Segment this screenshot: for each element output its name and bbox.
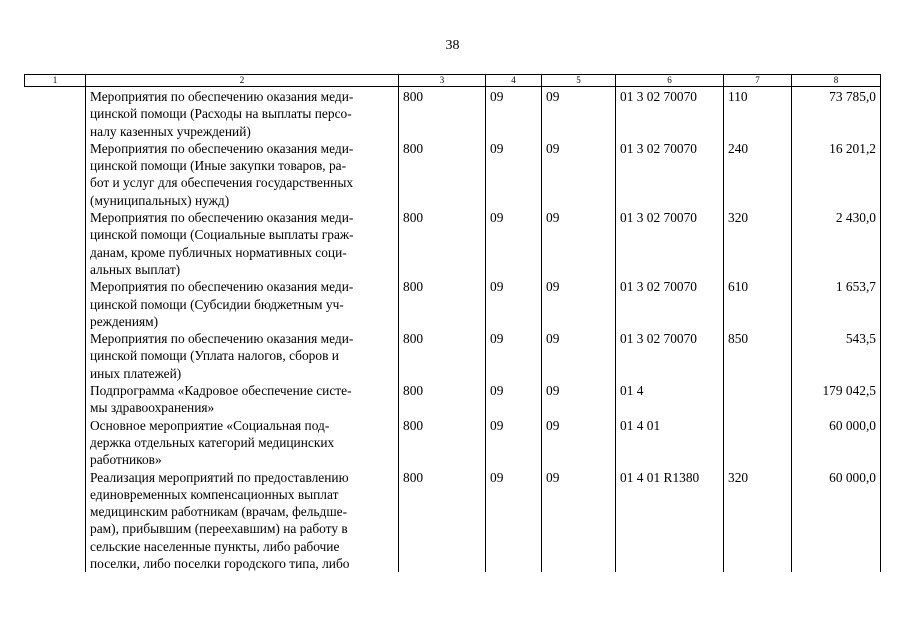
subsection-cell: 09	[542, 417, 616, 469]
header-cell-4: 4	[486, 75, 542, 87]
row-name-line: иных платежей)	[90, 365, 182, 381]
amount-cell: 60 000,0	[792, 469, 881, 573]
ministry-code-cell: 800	[399, 382, 486, 417]
section-cell: 09	[486, 417, 542, 469]
row-number-cell	[25, 417, 86, 469]
row-name-line: Мероприятия по обеспечению оказания меди-	[90, 89, 354, 104]
page-number: 38	[445, 38, 460, 53]
row-name-line: Подпрограмма «Кадровое обеспечение систе-	[90, 383, 352, 399]
table-row	[25, 87, 881, 140]
row-name-cell	[86, 140, 399, 209]
table-row	[25, 140, 881, 209]
expense-type-cell: 110	[724, 87, 792, 140]
subsection-cell: 09	[542, 87, 616, 140]
header-cell-3: 3	[399, 75, 486, 87]
row-name-line: мы здравоохранения»	[90, 400, 215, 416]
amount-cell: 2 430,0	[792, 209, 881, 278]
expense-type-cell: 240	[724, 140, 792, 209]
row-name-line: Мероприятия по обеспечению оказания меди-	[90, 140, 354, 156]
row-name-line: медицинским работникам (врачам, фельдше-	[90, 504, 348, 520]
subsection-cell: 09	[542, 382, 616, 417]
row-name-line: Мероприятия по обеспечению оказания меди-	[90, 331, 354, 347]
row-number-cell	[25, 382, 86, 417]
ministry-code-cell: 800	[399, 330, 486, 382]
row-name-line: цинской помощи (Социальные выплаты граж-	[90, 227, 354, 243]
row-name-line: Основное мероприятие «Социальная под-	[90, 417, 330, 433]
expense-type-cell	[724, 382, 792, 417]
budget-table	[24, 74, 881, 572]
row-name-cell	[86, 278, 399, 330]
row-name-line: бот и услуг для обеспечения государственных	[90, 175, 354, 191]
target-article-cell: 01 3 02 70070	[616, 330, 724, 382]
row-number-cell	[25, 140, 86, 209]
subsection-cell: 09	[542, 278, 616, 330]
ministry-code-cell: 800	[399, 417, 486, 469]
ministry-code-cell: 800	[399, 469, 486, 573]
row-name-line: альных выплат)	[90, 261, 181, 277]
section-cell: 09	[486, 382, 542, 417]
header-cell-6: 6	[616, 75, 724, 87]
row-name-line: Реализация мероприятий по предоставлению	[90, 469, 349, 485]
row-name-line: реждениям)	[90, 313, 159, 329]
amount-cell: 16 201,2	[792, 140, 881, 209]
header-cell-2: 2	[86, 75, 399, 87]
table-row	[25, 469, 881, 573]
header-cell-8: 8	[792, 75, 881, 87]
target-article-cell: 01 4 01 R1380	[616, 469, 724, 573]
row-name-line: (муниципальных) нужд)	[90, 192, 230, 208]
ministry-code-cell: 800	[399, 140, 486, 209]
row-name-cell	[86, 382, 399, 417]
row-name-line: Мероприятия по обеспечению оказания меди-	[90, 279, 354, 295]
row-name-cell	[86, 209, 399, 278]
expense-type-cell: 320	[724, 209, 792, 278]
ministry-code-cell: 800	[399, 209, 486, 278]
amount-cell: 73 785,0	[792, 87, 881, 140]
table-row	[25, 417, 881, 469]
section-cell: 09	[486, 278, 542, 330]
header-cell-1: 1	[25, 75, 86, 87]
section-cell: 09	[486, 469, 542, 573]
table-row	[25, 209, 881, 278]
target-article-cell: 01 3 02 70070	[616, 140, 724, 209]
row-name-line: работников»	[90, 452, 162, 468]
amount-cell: 179 042,5	[792, 382, 881, 417]
row-name-line: цинской помощи (Субсидии бюджетным уч-	[90, 296, 344, 312]
header-cell-7: 7	[724, 75, 792, 87]
amount-cell: 543,5	[792, 330, 881, 382]
subsection-cell: 09	[542, 330, 616, 382]
row-name-line: цинской помощи (Уплата налогов, сборов и	[90, 348, 339, 364]
table-row	[25, 278, 881, 330]
expense-type-cell: 320	[724, 469, 792, 573]
table-row	[25, 330, 881, 382]
section-cell: 09	[486, 140, 542, 209]
amount-cell: 1 653,7	[792, 278, 881, 330]
row-number-cell	[25, 330, 86, 382]
row-name-cell	[86, 87, 399, 140]
expense-type-cell	[724, 417, 792, 469]
section-cell: 09	[486, 330, 542, 382]
row-name-cell	[86, 330, 399, 382]
target-article-cell: 01 3 02 70070	[616, 209, 724, 278]
row-name-line: данам, кроме публичных нормативных соци-	[90, 244, 347, 260]
row-name-cell	[86, 417, 399, 469]
subsection-cell: 09	[542, 469, 616, 573]
table-header	[25, 75, 881, 87]
amount-cell: 60 000,0	[792, 417, 881, 469]
subsection-cell: 09	[542, 140, 616, 209]
row-name-line: единовременных компенсационных выплат	[90, 486, 339, 502]
expense-type-cell: 610	[724, 278, 792, 330]
row-name-line: рам), прибывшим (переехавшим) на работу в	[90, 521, 348, 537]
subsection-cell: 09	[542, 209, 616, 278]
target-article-cell: 01 4	[616, 382, 724, 417]
target-article-cell: 01 3 02 70070	[616, 87, 724, 140]
row-name-line: цинской помощи (Иные закупки товаров, ра-	[90, 158, 347, 174]
section-cell: 09	[486, 209, 542, 278]
row-name-line: налу казенных учреждений)	[90, 123, 251, 139]
row-number-cell	[25, 87, 86, 140]
row-name-cell	[86, 469, 399, 573]
ministry-code-cell: 800	[399, 87, 486, 140]
row-number-cell	[25, 469, 86, 573]
ministry-code-cell: 800	[399, 278, 486, 330]
row-name-line: Мероприятия по обеспечению оказания меди-	[90, 210, 354, 226]
table-row	[25, 382, 881, 417]
expense-type-cell: 850	[724, 330, 792, 382]
row-name-line: держка отдельных категорий медицинских	[90, 434, 335, 450]
header-cell-5: 5	[542, 75, 616, 87]
table-body	[25, 87, 881, 573]
row-name-line: цинской помощи (Расходы на выплаты персо-	[90, 106, 352, 122]
row-name-line: поселки, либо поселки городского типа, либо	[90, 556, 350, 572]
row-name-line: сельские населенные пункты, либо рабочие	[90, 538, 340, 554]
row-number-cell	[25, 209, 86, 278]
target-article-cell: 01 4 01	[616, 417, 724, 469]
row-number-cell	[25, 278, 86, 330]
section-cell: 09	[486, 87, 542, 140]
target-article-cell: 01 3 02 70070	[616, 278, 724, 330]
